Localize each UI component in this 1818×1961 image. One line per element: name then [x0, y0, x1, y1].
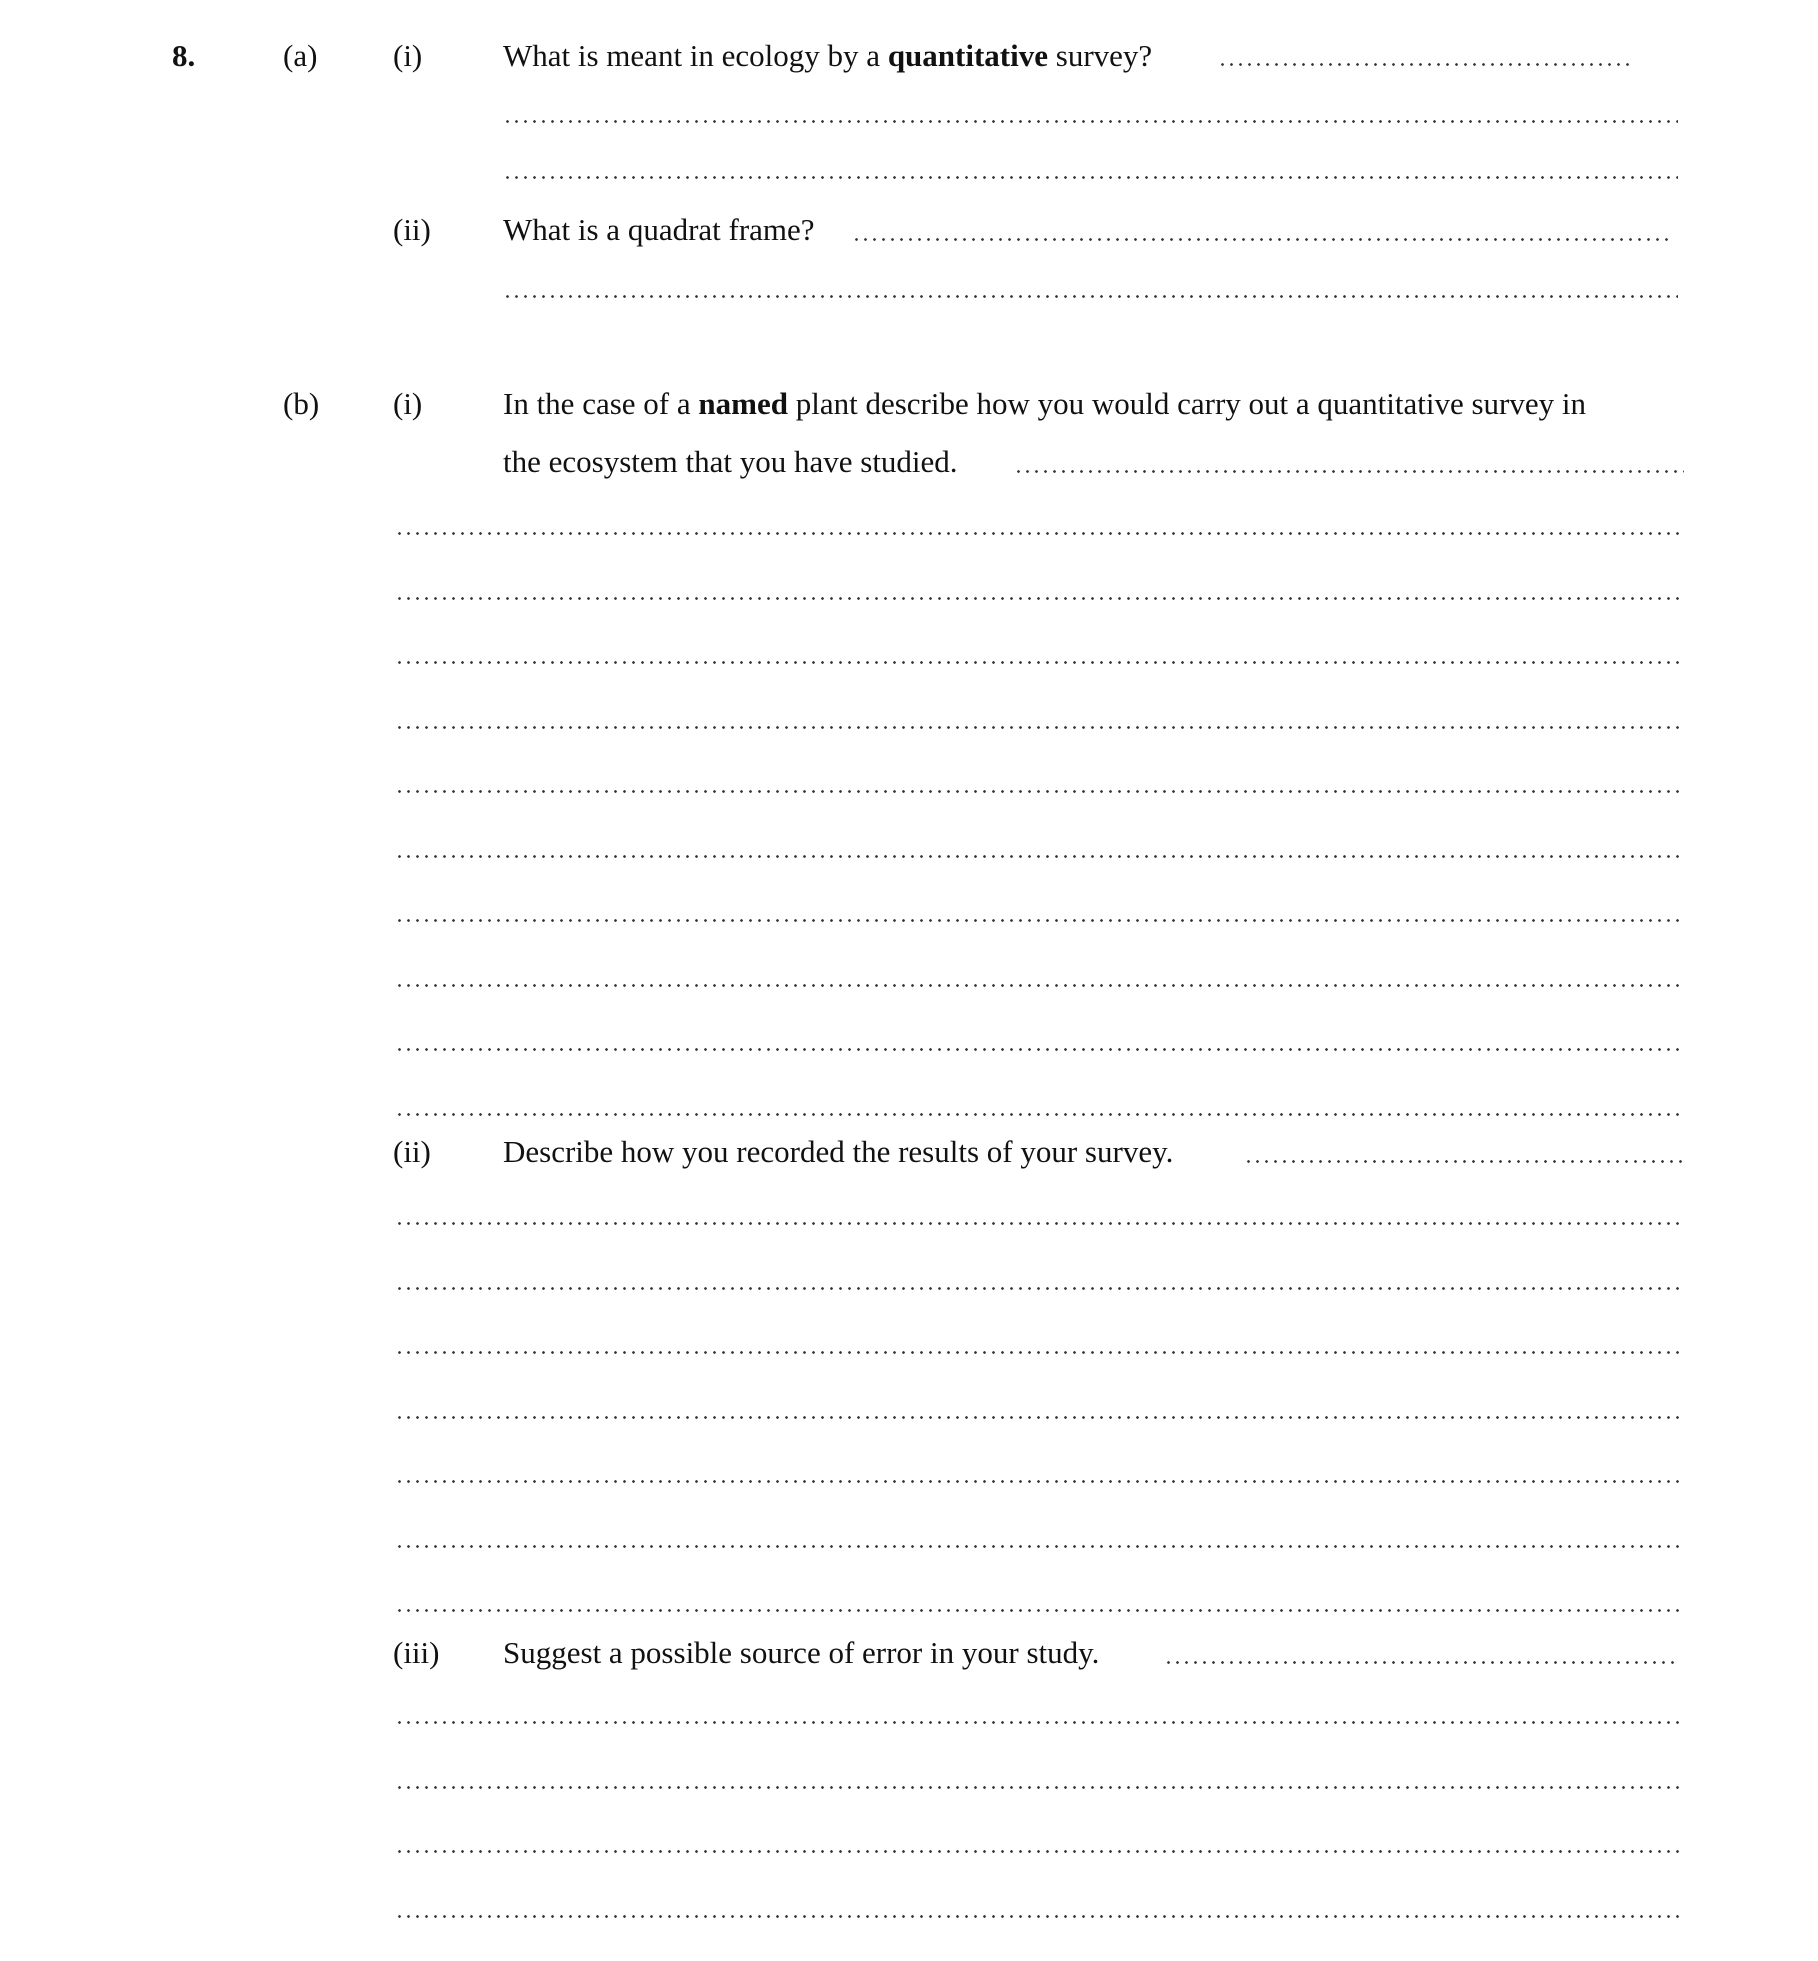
question-a-ii-text: What is a quadrat frame?: [503, 212, 815, 247]
answer-line[interactable]: [1244, 1160, 1684, 1163]
answer-line[interactable]: [395, 1048, 1685, 1051]
answer-line[interactable]: [395, 726, 1685, 729]
answer-line[interactable]: [395, 661, 1685, 664]
answer-line[interactable]: [852, 238, 1672, 241]
answer-line[interactable]: [395, 855, 1685, 858]
answer-line[interactable]: [395, 1609, 1685, 1612]
answer-line[interactable]: [1218, 63, 1633, 66]
part-b-label: (b): [283, 386, 320, 421]
answer-line[interactable]: [395, 1222, 1685, 1225]
part-a-label: (a): [283, 38, 318, 73]
answer-line[interactable]: [395, 1416, 1685, 1419]
subpart-b-i-label: (i): [393, 386, 423, 421]
question-number: 8.: [172, 38, 196, 73]
answer-line[interactable]: [395, 532, 1685, 535]
question-b-ii-text: Describe how you recorded the results of your survey.: [503, 1134, 1174, 1169]
subpart-a-i-label: (i): [393, 38, 423, 73]
answer-line[interactable]: [503, 120, 1678, 123]
answer-line[interactable]: [395, 1351, 1685, 1354]
answer-line[interactable]: [1014, 470, 1684, 473]
question-b-i-text: In the case of a named plant describe how you would carry out a quantitative survey in: [503, 386, 1586, 421]
answer-line[interactable]: [503, 295, 1678, 298]
answer-line[interactable]: [1164, 1661, 1679, 1664]
answer-line[interactable]: [503, 176, 1678, 179]
answer-line[interactable]: [395, 1721, 1685, 1724]
answer-line[interactable]: [395, 1850, 1685, 1853]
answer-line[interactable]: [395, 1113, 1685, 1116]
answer-line[interactable]: [395, 790, 1685, 793]
question-b-iii-text: Suggest a possible source of error in your study.: [503, 1635, 1100, 1670]
answer-line[interactable]: [395, 1915, 1685, 1918]
question-a-i-text: What is meant in ecology by a quantitative survey?: [503, 38, 1153, 73]
answer-line[interactable]: [395, 1480, 1685, 1483]
answer-line[interactable]: [395, 1287, 1685, 1290]
answer-line[interactable]: [395, 597, 1685, 600]
subpart-b-iii-label: (iii): [393, 1635, 440, 1670]
subpart-a-ii-label: (ii): [393, 212, 431, 247]
answer-line[interactable]: [395, 919, 1685, 922]
answer-line[interactable]: [395, 1786, 1685, 1789]
answer-line[interactable]: [395, 984, 1685, 987]
question-b-i-text-line2: the ecosystem that you have studied.: [503, 444, 958, 479]
subpart-b-ii-label: (ii): [393, 1134, 431, 1169]
answer-line[interactable]: [395, 1545, 1685, 1548]
